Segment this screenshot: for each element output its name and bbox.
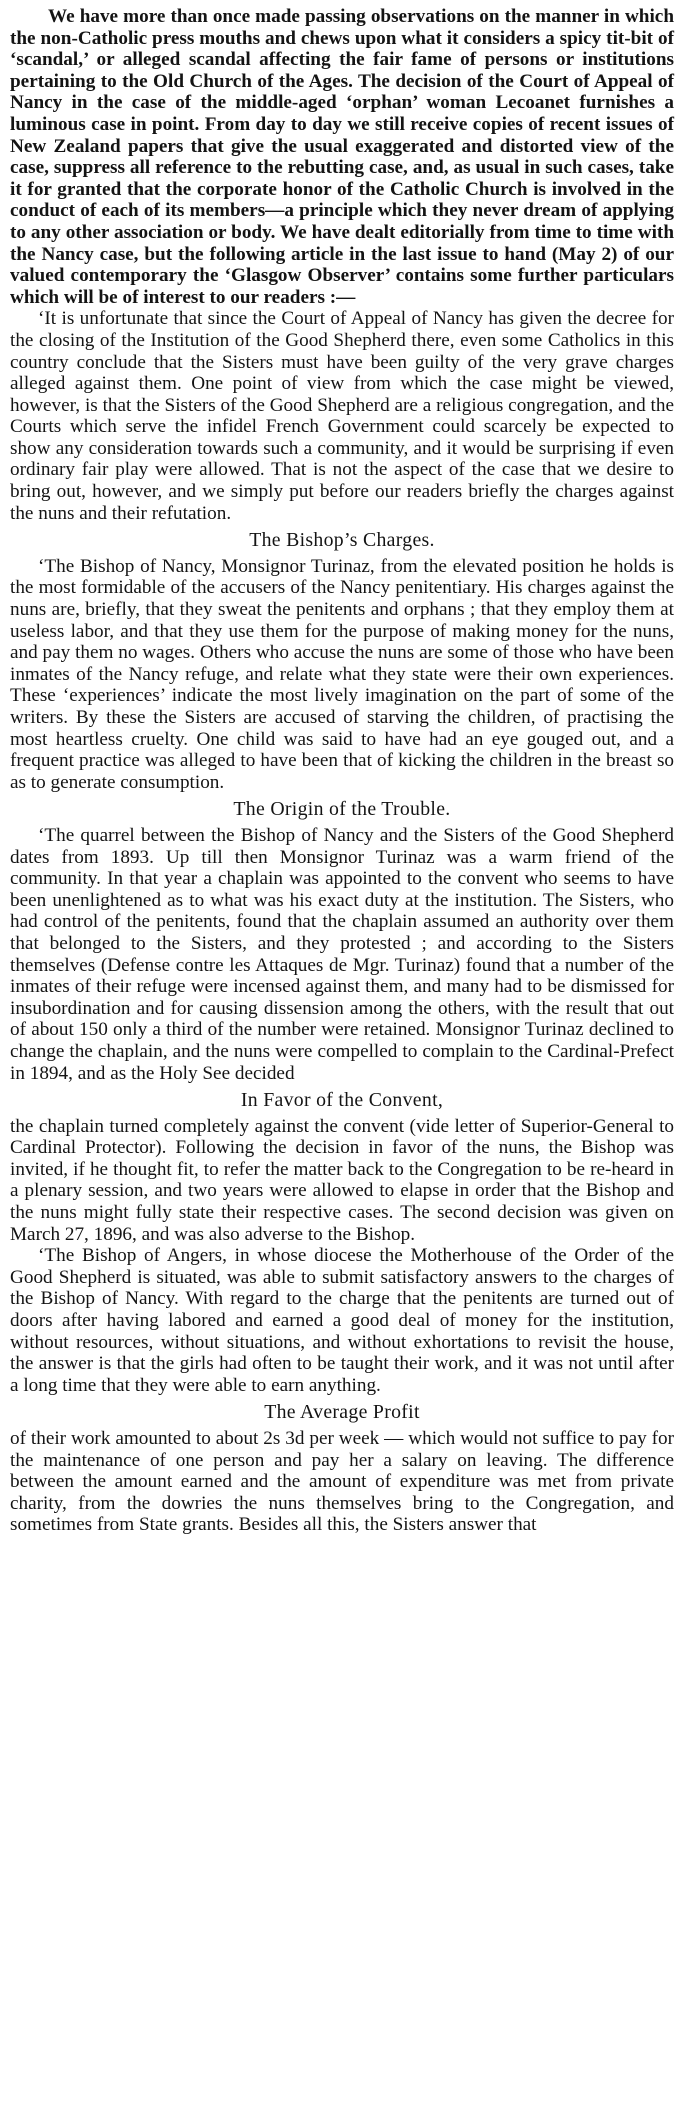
article-intro-paragraph: We have more than once made passing observations on the manner in which the non-Catholic press mouths and chews upon what it considers a spicy tit-bit of ‘scandal,’ or alleged scandal affecting the fair fame of persons or institutions pertaining to the Old Church of the Ages. The decision of the Court of Appeal of Nancy in the case of the middle-aged ‘orphan’ woman Lecoanet furnishes a luminous case in point. From day to day we still receive copies of recent issues of New Zealand papers that give the usual exaggerated and distorted view of the case, suppress all reference to the rebutting case, and, as usual in such cases, take it for granted that the corporate honor of the Catholic Church is involved in the conduct of each of its members—a principle which they never dream of applying to any other association or body. We have dealt editorially from time to time with the Nancy case, but the following article in the last issue to hand (May 2) of our valued contemporary the ‘Glasgow Observer’ contains some further particulars which will be of interest to our readers :—	[10, 6, 674, 308]
section-heading-average-profit: The Average Profit	[264, 1401, 420, 1424]
section-heading-bishops-charges: The Bishop’s Charges.	[249, 529, 435, 552]
article-paragraph-5: ‘The Bishop of Angers, in whose diocese the Motherhouse of the Order of the Good Shepherd is situated, was able to submit satisfactory answers to the charges of the Bishop of Nancy. With regard to the charge that the penitents are turned out of doors after having labored and earned a good deal of money for the institution, without resources, without situations, and without exhortations to revisit the house, the answer is that the girls had often to be taught their work, and it was not until after a long time that they were able to earn anything.	[10, 1245, 674, 1396]
article-paragraph-3: ‘The quarrel between the Bishop of Nancy and the Sisters of the Good Shepherd dates from 1893. Up till then Monsignor Turinaz was a warm friend of the community. In that year a chaplain was appointed to the convent who seems to have been unenlightened as to what was his exact duty at the institution. The Sisters, who had control of the penitents, found that the chaplain assumed an authority over them that belonged to the Sisters, and they protested ; and according to the Sisters themselves (Defense contre les Attaques de Mgr. Turinaz) found that a number of the inmates of their refuge were incensed against them, and many had to be dismissed for insubordination and for causing dissension among the others, with the result that out of about 150 only a third of the number were retained. Monsignor Turinaz declined to change the chaplain, and the nuns were compelled to complain to the Cardinal-Prefect in 1894, and as the Holy See decided	[10, 824, 674, 1084]
article-paragraph-2: ‘The Bishop of Nancy, Monsignor Turinaz, from the elevated position he holds is the most formidable of the accusers of the Nancy penitentiary. His charges against the nuns are, briefly, that they sweat the penitents and orphans ; that they employ them at useless labor, and that they use them for the purpose of making money for the nuns, and pay them no wages. Others who accuse the nuns are some of those who have been inmates of the Nancy refuge, and relate what they state were their own experiences. These ‘experiences’ indicate the most lively imagination on the part of some of the writers. By these the Sisters are accused of starving the children, of practising the most heartless cruelty. One child was said to have had an eye gouged out, and a frequent practice was alleged to have been that of kicking the children in the breast so as to generate consumption.	[10, 555, 674, 793]
article-column	[10, 6, 674, 1536]
article-paragraph-4: the chaplain turned completely against the convent (vide letter of Superior-General to Cardinal Protector). Following the decision in favor of the nuns, the Bishop was invited, if he thought fit, to refer the matter back to the Congregation to be re-heard in a plenary session, and two years were allowed to elapse in order that the Bishop and the nuns might fully state their respective cases. The second decision was given on March 27, 1896, and was also adverse to the Bishop.	[10, 1115, 674, 1245]
article-paragraph-6: of their work amounted to about 2s 3d per week — which would not suffice to pay for the maintenance of one person and pay her a salary on leaving. The difference between the amount earned and the amount of expenditure was met from private charity, from the dowries the nuns themselves bring to the Congregation, and sometimes from State grants. Besides all this, the Sisters answer that	[10, 1428, 674, 1536]
article-paragraph-1: ‘It is unfortunate that since the Court of Appeal of Nancy has given the decree for the closing of the Institution of the Good Shepherd there, even some Catholics in this country conclude that the Sisters must have been guilty of the very grave charges alleged against them. One point of view from which the case might be viewed, however, is that the Sisters of the Good Shepherd are a religious congregation, and the Courts which serve the infidel French Government could scarcely be expected to show any consideration towards such a community, and it would be surprising if even ordinary fair play were allowed. That is not the aspect of the case that we desire to bring out, however, and we simply put before our readers briefly the charges against the nuns and their refutation.	[10, 308, 674, 524]
section-heading-origin-of-trouble: The Origin of the Trouble.	[233, 798, 451, 821]
section-heading-in-favor-of-convent: In Favor of the Convent,	[240, 1089, 444, 1112]
